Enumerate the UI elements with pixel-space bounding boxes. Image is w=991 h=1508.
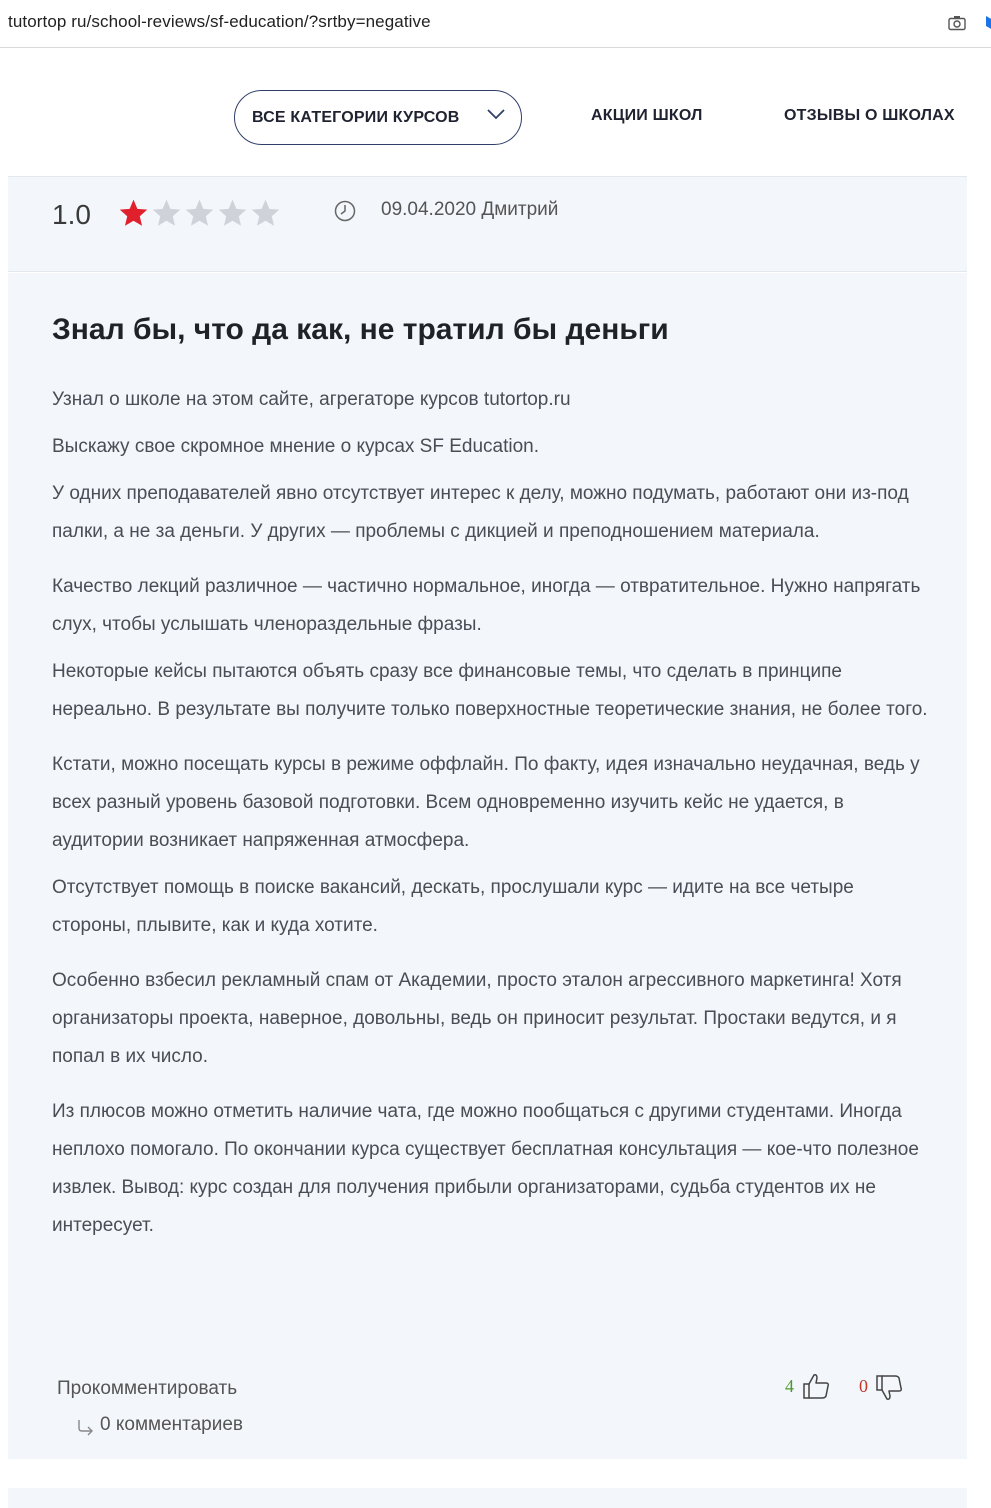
review-paragraph: Выскажу свое скромное мнение о курсах SF Education.: [52, 436, 540, 457]
review-paragraph: Из плюсов можно отметить наличие чата, где можно пообщаться с другими студентами. Иногда неплохо помогало. По окончании курса существует бесплатная консультация — кое-что полезное извлек. Вывод: курс создан для получения прибыли организаторами, судьба студентов их не интересует.: [52, 1101, 919, 1236]
camera-icon[interactable]: [948, 15, 966, 31]
star-empty-icon: [249, 197, 282, 229]
review-paragraph: Качество лекций различное — частично нормальное, иногда — отвратительное. Нужно напрягать слух, чтобы услышать членораздельные фразы.: [52, 576, 921, 635]
review-header: [8, 176, 967, 272]
extension-icon[interactable]: [983, 14, 991, 34]
comments-count[interactable]: 0 комментариев: [100, 1414, 244, 1435]
star-rating: [117, 197, 282, 229]
comment-button[interactable]: Прокомментировать: [57, 1378, 238, 1399]
review-date-author: 09.04.2020 Дмитрий: [381, 199, 559, 220]
star-filled-icon: [117, 197, 150, 229]
review-paragraph: Узнал о школе на этом сайте, агрегаторе курсов tutortop.ru: [52, 389, 571, 410]
review-paragraph: Особенно взбесил рекламный спам от Академии, просто эталон агрессивного маркетинга! Хотя организаторы проекта, наверное, довольны, ведь он приносит результат. Простаки ведутся, и я попал в их число.: [52, 970, 902, 1067]
review-card: [8, 273, 967, 1459]
review-paragraph: Отсутствует помощь в поиске вакансий, дескать, прослушали курс — идите на все четыре стороны, плывите, как и куда хотите.: [52, 877, 854, 936]
dislikes-count: 0: [859, 1376, 868, 1396]
review-text: [52, 381, 932, 1262]
url-field[interactable]: tutortop ru/school-reviews/sf-education/?srtby=negative: [8, 12, 431, 31]
likes-count: 4: [785, 1376, 794, 1396]
thumbs-down-icon[interactable]: [874, 1373, 904, 1403]
star-empty-icon: [216, 197, 249, 229]
nav-link-promo[interactable]: АКЦИИ ШКОЛ: [591, 107, 703, 124]
star-empty-icon: [150, 197, 183, 229]
chevron-down-icon: [487, 108, 505, 120]
review-paragraph: Некоторые кейсы пытаются объять сразу все финансовые темы, что сделать в принципе нереально. В результате вы получите только поверхностные теоретические знания, не более того.: [52, 661, 928, 720]
review-paragraph: Кстати, можно посещать курсы в режиме оффлайн. По факту, идея изначально неудачная, ведь у всех разный уровень базовой подготовки. Всем одновременно изучить кейс не удается, в аудитории возникает напряженная атмосфера.: [52, 754, 920, 851]
next-review-card: [8, 1488, 967, 1508]
all-categories-label: ВСЕ КАТЕГОРИИ КУРСОВ: [252, 108, 460, 126]
rating-value: 1.0: [52, 199, 91, 230]
nav-link-reviews[interactable]: ОТЗЫВЫ О ШКОЛАХ: [784, 107, 955, 124]
reply-arrow-icon: [77, 1418, 95, 1436]
star-empty-icon: [183, 197, 216, 229]
review-paragraph: У одних преподавателей явно отсутствует интерес к делу, можно подумать, работают они из-под палки, а не за деньги. У других — проблемы с дикцией и преподношением материала.: [52, 483, 909, 542]
clock-icon: [334, 200, 356, 222]
thumbs-up-icon[interactable]: [801, 1371, 831, 1401]
browser-address-bar: [0, 0, 991, 48]
all-categories-button[interactable]: [234, 90, 522, 145]
review-title: Знал бы, что да как, не тратил бы деньги: [52, 313, 669, 346]
site-navigation: [0, 48, 991, 176]
